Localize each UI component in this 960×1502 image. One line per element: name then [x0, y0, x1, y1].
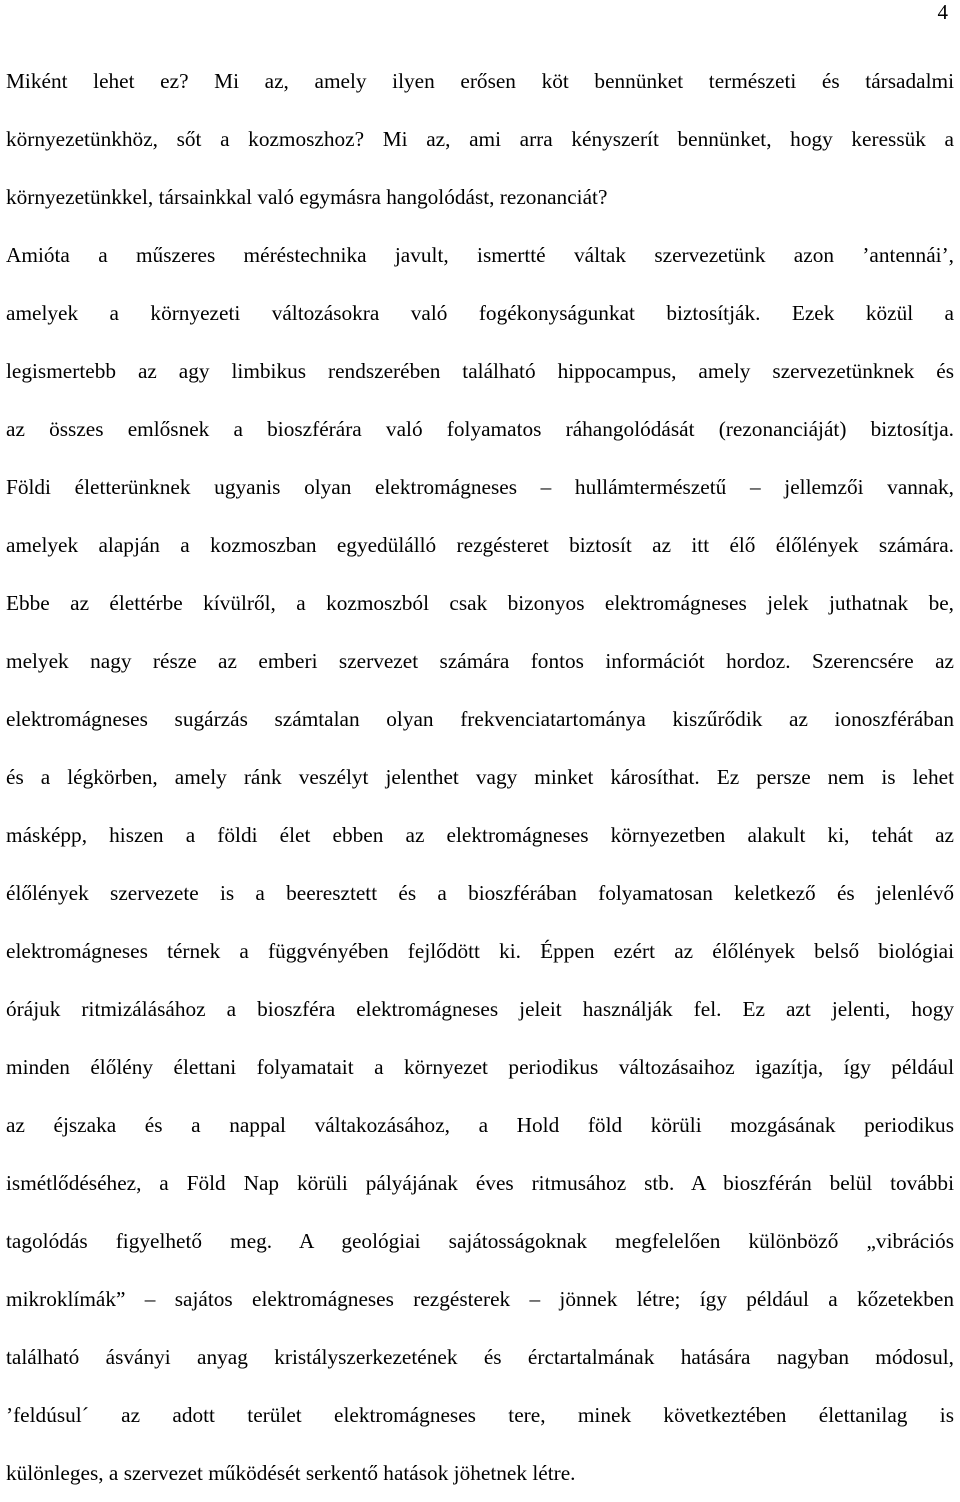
text-line: Ebbe az élettérbe kívülről, a kozmoszból csak bizonyos elektromágneses jelek juthatnak be, [6, 591, 954, 615]
text-line: környezetünkkel, társainkkal való egymásra hangolódást, rezonanciát? [6, 185, 608, 209]
text-line: Földi életterünknek ugyanis olyan elektromágneses – hullámtermészetű – jellemzői vannak, [6, 475, 954, 499]
body-paragraph [6, 52, 954, 1502]
text-line: tagolódás figyelhető meg. A geológiai sajátosságoknak megfelelően különböző „vibrációs [6, 1229, 954, 1253]
text-line: amelyek a környezeti változásokra való fogékonyságunkat biztosítják. Ezek közül a [6, 301, 954, 325]
text-line: legismertebb az agy limbikus rendszerében található hippocampus, amely szervezetünknek és [6, 359, 954, 383]
text-line: az éjszaka és a nappal váltakozásához, a Hold föld körüli mozgásának periodikus [6, 1113, 954, 1137]
text-line: ’feldúsul´ az adott terület elektromágneses tere, minek következtében élettanilag is [6, 1403, 954, 1427]
text-line: élőlények szervezete is a beeresztett és a bioszférában folyamatosan keletkező és jelenlévő [6, 881, 954, 905]
text-line: Miként lehet ez? Mi az, amely ilyen erősen köt bennünket természeti és társadalmi [6, 69, 954, 93]
text-line: melyek nagy része az emberi szervezet számára fontos információt hordoz. Szerencsére az [6, 649, 954, 673]
text-line: környezetünkhöz, sőt a kozmoszhoz? Mi az, ami arra kényszerít bennünket, hogy keressük a [6, 127, 954, 151]
text-line: másképp, hiszen a földi élet ebben az elektromágneses környezetben alakult ki, tehát az [6, 823, 954, 847]
text-line: ismétlődéséhez, a Föld Nap körüli pályájának éves ritmusához stb. A bioszférán belül további [6, 1171, 954, 1195]
text-line: amelyek alapján a kozmoszban egyedülálló rezgésteret biztosít az itt élő élőlények számára. [6, 533, 954, 557]
text-line: különleges, a szervezet működését serkentő hatások jöhetnek létre. [6, 1461, 576, 1485]
text-line: elektromágneses sugárzás számtalan olyan frekvenciatartománya kiszűrődik az ionoszférában [6, 707, 954, 731]
page-number: 4 [937, 0, 948, 24]
text-line: mikroklímák” – sajátos elektromágneses rezgésterek – jönnek létre; így például a kőzetekben [6, 1287, 954, 1311]
text-line: órájuk ritmizálásához a bioszféra elektromágneses jeleit használják fel. Ez azt jelenti, hogy [6, 997, 954, 1021]
text-line: és a légkörben, amely ránk veszélyt jelenthet vagy minket károsíthat. Ez persze nem is lehet [6, 765, 954, 789]
text-line: minden élőlény élettani folyamatait a környezet periodikus változásaihoz igazítja, így például [6, 1055, 954, 1079]
text-line: elektromágneses térnek a függvényében fejlődött ki. Éppen ezért az élőlények belső biológiai [6, 939, 954, 963]
text-line: Amióta a műszeres méréstechnika javult, ismertté váltak szervezetünk azon ’antennái’, [6, 243, 954, 267]
text-line: található ásványi anyag kristályszerkezetének és érctartalmának hatására nagyban módosul, [6, 1345, 954, 1369]
text-line: az összes emlősnek a bioszférára való folyamatos ráhangolódását (rezonanciáját) biztosítja. [6, 417, 954, 441]
